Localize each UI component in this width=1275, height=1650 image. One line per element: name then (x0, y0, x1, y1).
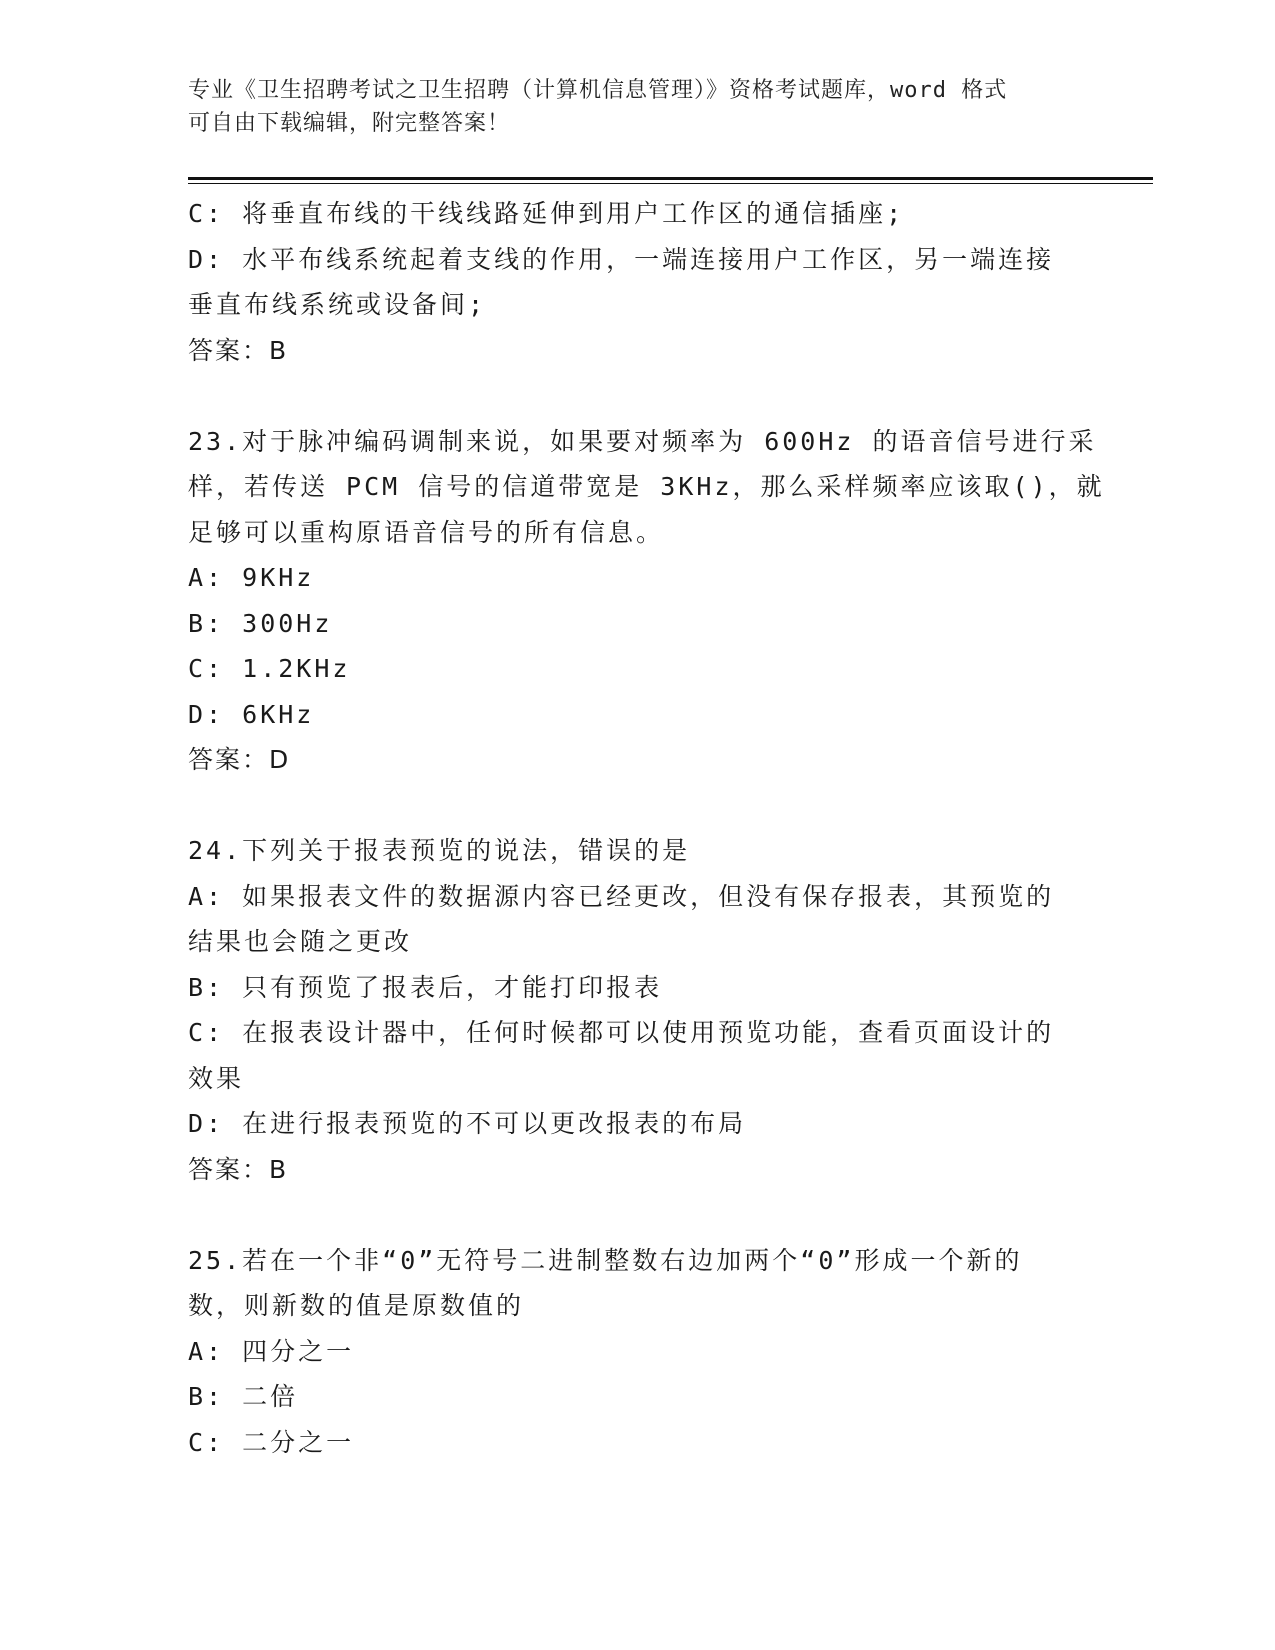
question-stem: 24.下列关于报表预览的说法，错误的是 (188, 836, 691, 865)
option-b: B: 只有预览了报表后，才能打印报表 (188, 972, 663, 1002)
option-a: A: 9KHz (188, 563, 315, 592)
option-a-continued: 结果也会随之更改 (188, 927, 413, 956)
option-b: B: 300Hz (188, 608, 333, 638)
spacer (188, 373, 1088, 419)
option-d: D: 6KHz (188, 699, 315, 729)
option-c: C: 在报表设计器中，任何时候都可以使用预览功能，查看页面设计的 (188, 1018, 1055, 1047)
option-d-continued: 垂直布线系统或设备间; (188, 290, 487, 319)
question-content (188, 191, 1105, 1465)
option-b: B: 二倍 (188, 1382, 299, 1411)
header-divider-thin (188, 183, 1153, 184)
option-c: C: 1.2KHz (188, 654, 351, 683)
header-line-2: 可自由下载编辑，附完整答案！ (188, 111, 511, 136)
question-stem: 23.对于脉冲编码调制来说，如果要对频率为 600Hz 的语音信号进行采 (188, 426, 1097, 456)
question-stem-continued: 足够可以重构原语音信号的所有信息。 (188, 517, 665, 547)
option-c: C: 将垂直布线的干线线路延伸到用户工作区的通信插座; (188, 199, 905, 228)
question-23 (188, 419, 1105, 783)
option-c: C: 二分之一 (188, 1427, 355, 1457)
answer-line: 答案：B (188, 335, 289, 365)
header-divider-thick (188, 177, 1153, 180)
answer-line: 答案：D (188, 745, 291, 774)
answer-line: 答案：B (188, 1154, 289, 1184)
document-header (188, 74, 1068, 140)
option-d: D: 水平布线系统起着支线的作用，一端连接用户工作区，另一端连接 (188, 244, 1055, 274)
question-22-tail (188, 191, 1088, 373)
spacer (188, 783, 1088, 829)
option-c-continued: 效果 (188, 1063, 245, 1093)
question-24 (188, 828, 1088, 1192)
option-a: A: 四分之一 (188, 1336, 355, 1366)
question-stem: 25.若在一个非“0”无符号二进制整数右边加两个“0”形成一个新的 (188, 1245, 1023, 1275)
option-a: A: 如果报表文件的数据源内容已经更改，但没有保存报表，其预览的 (188, 881, 1055, 911)
header-line-1: 专业《卫生招聘考试之卫生招聘（计算机信息管理）》资格考试题库，word 格式 (188, 78, 1008, 103)
spacer (188, 1192, 1088, 1238)
option-d: D: 在进行报表预览的不可以更改报表的布局 (188, 1109, 747, 1138)
question-25 (188, 1238, 1088, 1466)
question-stem-continued: 样，若传送 PCM 信号的信道带宽是 3KHz，那么采样频率应该取()，就 (188, 472, 1105, 501)
question-stem-continued: 数，则新数的值是原数值的 (188, 1291, 525, 1320)
